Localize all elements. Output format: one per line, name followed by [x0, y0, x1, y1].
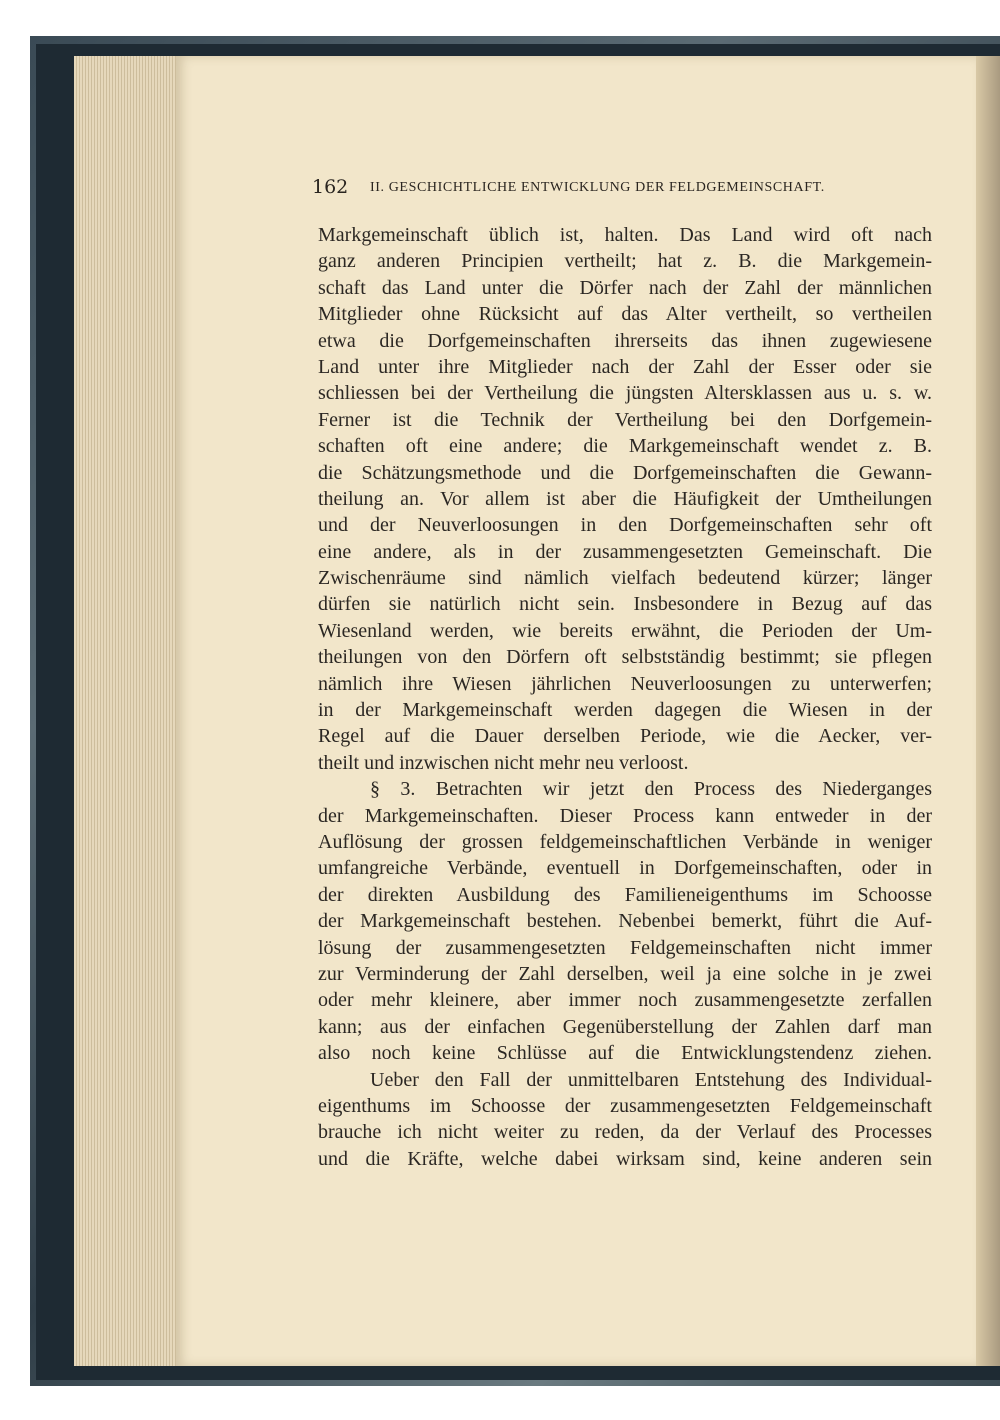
text-line: oder mehr kleinere, aber immer noch zusammengesetzte zerfallen [318, 989, 932, 1012]
text-line: theilungen von den Dörfern oft selbstständig bestimmt; sie pflegen [318, 646, 932, 669]
body-text [318, 222, 932, 1172]
facing-page-edge [976, 56, 1000, 1366]
text-line: der direkten Ausbildung des Familieneigenthums im Schoosse [318, 883, 932, 906]
text-line: die Schätzungsmethode und die Dorfgemeinschaften die Gewann- [318, 461, 932, 484]
text-line: Ferner ist die Technik der Vertheilung bei den Dorfgemein- [318, 408, 932, 431]
text-line: und die Kräfte, welche dabei wirksam sind, keine anderen sein [318, 1147, 932, 1170]
text-line: umfangreiche Verbände, eventuell in Dorfgemeinschaften, oder in [318, 857, 932, 880]
text-line: Auflösung der grossen feldgemeinschaftlichen Verbände in weniger [318, 830, 932, 853]
text-line: Wiesenland werden, wie bereits erwähnt, die Perioden der Um- [318, 619, 932, 642]
text-line: nämlich ihre Wiesen jährlichen Neuverloosungen zu unterwerfen; [318, 672, 932, 695]
text-line: also noch keine Schlüsse auf die Entwicklungstendenz ziehen. [318, 1042, 932, 1065]
paragraph-start-line: Ueber den Fall der unmittelbaren Entstehung des Individual- [370, 1068, 932, 1091]
text-line: und der Neuverloosungen in den Dorfgemeinschaften sehr oft [318, 514, 932, 537]
text-line: etwa die Dorfgemeinschaften ihrerseits das ihnen zugewiesene [318, 329, 932, 352]
text-line: theilt und inzwischen nicht mehr neu verloost. [318, 751, 689, 774]
text-line: der Markgemeinschaften. Dieser Process kann entweder in der [318, 804, 932, 827]
text-line: Markgemeinschaft üblich ist, halten. Das Land wird oft nach [318, 224, 932, 246]
text-line: schaften oft eine andere; die Markgemeinschaft wendet z. B. [318, 435, 932, 458]
section-heading-line: § 3. Betrachten wir jetzt den Process des Niederganges [370, 778, 932, 801]
text-line: dürfen sie natürlich nicht sein. Insbesondere in Bezug auf das [318, 593, 932, 616]
text-line: Regel auf die Dauer derselben Periode, wie die Aecker, ver- [318, 725, 932, 748]
text-line: Land unter ihre Mitglieder nach der Zahl der Esser oder sie [318, 355, 932, 378]
text-line: der Markgemeinschaft bestehen. Nebenbei bemerkt, führt die Auf- [318, 910, 932, 933]
running-title: II. GESCHICHTLICHE ENTWICKLUNG DER FELDGEMEINSCHAFT. [370, 180, 825, 195]
text-line: theilung an. Vor allem ist aber die Häufigkeit der Umtheilungen [318, 487, 932, 510]
text-line: Mitglieder ohne Rücksicht auf das Alter vertheilt, so vertheilen [318, 303, 932, 326]
text-line: eigenthums im Schoosse der zusammengesetzten Feldgemeinschaft [318, 1094, 932, 1117]
text-line: zur Verminderung der Zahl derselben, weil ja eine solche in je zwei [318, 962, 932, 985]
page-header [312, 176, 934, 202]
text-line: in der Markgemeinschaft werden dagegen die Wiesen in der [318, 699, 932, 722]
text-line: lösung der zusammengesetzten Feldgemeinschaften nicht immer [318, 936, 932, 959]
page-edges [74, 56, 178, 1366]
text-line: ganz anderen Principien vertheilt; hat z. B. die Markgemein- [318, 250, 932, 273]
text-line: brauche ich nicht weiter zu reden, da der Verlauf des Processes [318, 1121, 932, 1144]
text-line: Zwischenräume sind nämlich vielfach bedeutend kürzer; länger [318, 567, 932, 590]
text-line: eine andere, als in der zusammengesetzten Gemeinschaft. Die [318, 540, 932, 563]
text-line: schaft das Land unter die Dörfer nach der Zahl der männlichen [318, 276, 932, 299]
text-line: schliessen bei der Vertheilung die jüngsten Altersklassen aus u. s. w. [318, 382, 932, 405]
page-number: 162 [312, 176, 349, 198]
text-line: kann; aus der einfachen Gegenüberstellung der Zahlen darf man [318, 1015, 932, 1038]
